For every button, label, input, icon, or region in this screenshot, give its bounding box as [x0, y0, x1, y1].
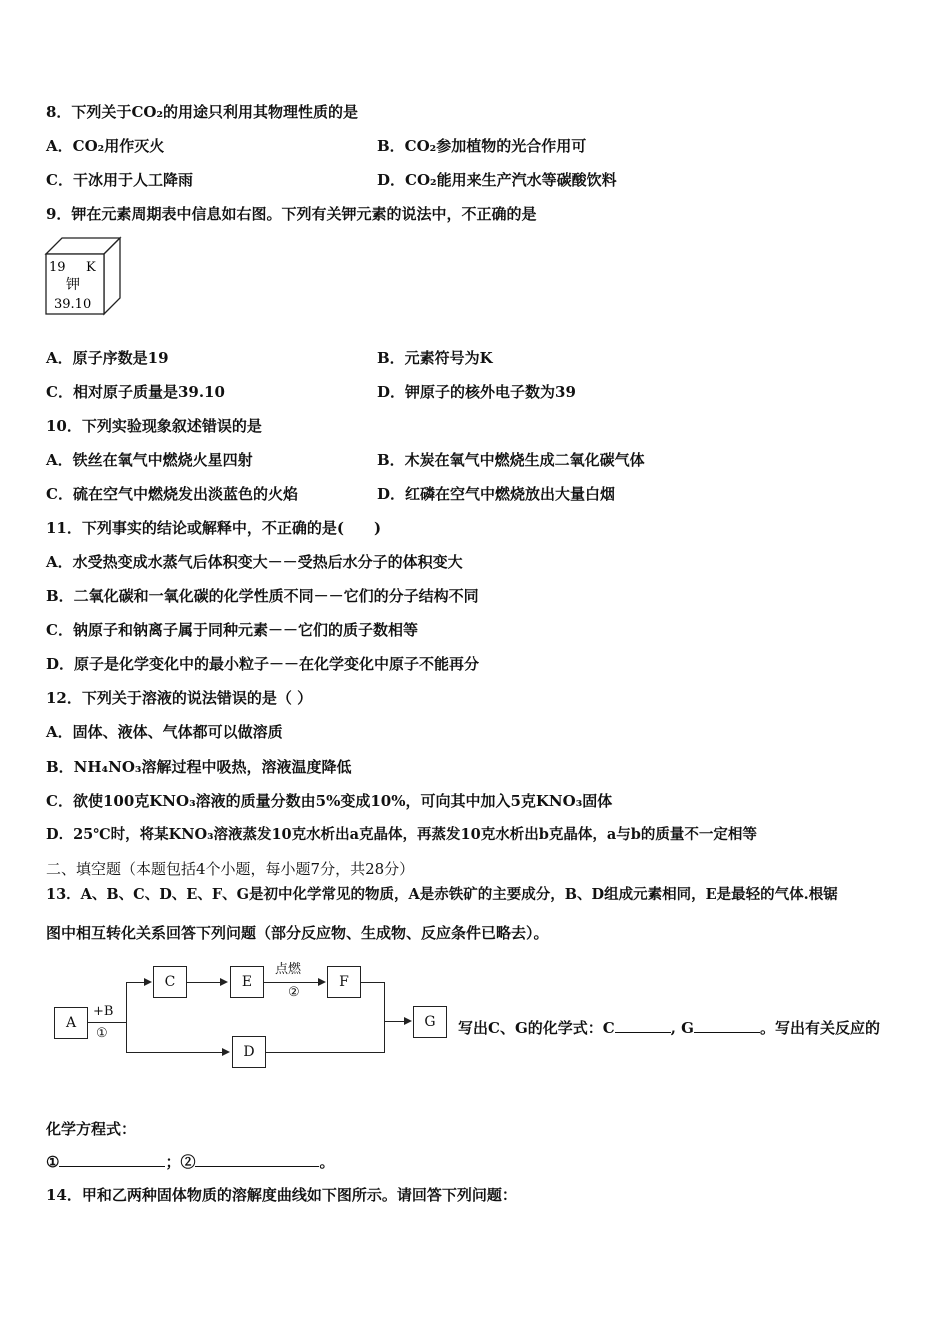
connector: [126, 1052, 222, 1053]
q11-option-c[interactable]: C．钠原子和钠离子属于同种元素－－它们的质子数相等: [46, 621, 418, 639]
periodic-table-cell: [44, 236, 124, 316]
formula-separator: ；②: [165, 1153, 196, 1171]
q12-option-a[interactable]: A．固体、液体、气体都可以做溶质: [46, 723, 283, 741]
q12-option-c[interactable]: C．欲使100克KNO₃溶液的质量分数由5%变成10%，可向其中加入5克KNO₃固体: [46, 792, 613, 810]
connector: [384, 982, 385, 1053]
connector: [88, 1022, 127, 1023]
answer-blank-formula-2[interactable]: [195, 1152, 319, 1167]
q9-option-c[interactable]: C．相对原子质量是39.10: [46, 383, 225, 401]
node-g: G: [413, 1006, 447, 1038]
node-e: E: [230, 966, 264, 998]
q11-option-d[interactable]: D．原子是化学变化中的最小粒子－－在化学变化中原子不能再分: [46, 655, 480, 673]
q13-ask-suffix: 。写出有关反应的: [759, 1019, 880, 1037]
reagent-b-label: +B: [93, 1004, 114, 1019]
q9-option-a[interactable]: A．原子序数是19: [46, 349, 169, 367]
q13-formula-label: 化学方程式：: [46, 1120, 137, 1138]
q13-formula-blanks: [46, 1152, 334, 1172]
answer-blank-c[interactable]: [615, 1018, 671, 1033]
q11-option-a[interactable]: A．水受热变成水蒸气后体积变大－－受热后水分子的体积变大: [46, 553, 463, 571]
q11-stem: 11．下列事实的结论或解释中，不正确的是( ): [46, 519, 382, 537]
q8-option-c[interactable]: C．干冰用于人工降雨: [46, 171, 193, 189]
connector: [264, 982, 318, 983]
connector: [266, 1052, 385, 1053]
element-name: 钾: [66, 277, 80, 293]
q13-ask-prefix: 写出C、G的化学式：C: [458, 1019, 615, 1037]
formula-1-marker: ①: [46, 1153, 60, 1171]
answer-blank-g[interactable]: [694, 1018, 760, 1033]
atomic-number: 19: [49, 260, 66, 275]
q10-option-a[interactable]: A．铁丝在氧气中燃烧火星四射: [46, 451, 253, 469]
arrow-icon: [404, 1017, 412, 1025]
node-a: A: [54, 1007, 88, 1039]
connector: [187, 982, 220, 983]
q12-option-b[interactable]: B．NH₄NO₃溶解过程中吸热，溶液温度降低: [46, 758, 352, 776]
q10-option-c[interactable]: C．硫在空气中燃烧发出淡蓝色的火焰: [46, 485, 298, 503]
arrow-icon: [222, 1048, 230, 1056]
q9-option-d[interactable]: D．钾原子的核外电子数为39: [377, 383, 576, 401]
q8-stem: 8．下列关于CO₂的用途只利用其物理性质的是: [46, 103, 359, 121]
q9-stem: 9．钾在元素周期表中信息如右图。下列有关钾元素的说法中，不正确的是: [46, 205, 537, 223]
answer-blank-formula-1[interactable]: [59, 1152, 165, 1167]
arrow-icon: [144, 978, 152, 986]
step-1-label: ①: [96, 1026, 108, 1041]
q13-stem-line2: 图中相互转化关系回答下列问题（部分反应物、生成物、反应条件已略去）。: [46, 924, 549, 942]
step-2-label: ②: [288, 985, 300, 1000]
formula-end: 。: [319, 1153, 335, 1171]
q14-stem: 14．甲和乙两种固体物质的溶解度曲线如下图所示。请回答下列问题：: [46, 1186, 517, 1204]
connector: [384, 1021, 404, 1022]
section-heading: 二、填空题（本题包括4个小题，每小题7分，共28分）: [46, 860, 415, 878]
q10-option-b[interactable]: B．木炭在氧气中燃烧生成二氧化碳气体: [377, 451, 645, 469]
element-symbol: K: [86, 260, 96, 275]
q11-option-b[interactable]: B．二氧化碳和一氧化碳的化学性质不同－－它们的分子结构不同: [46, 587, 479, 605]
ignite-label: 点燃: [275, 962, 302, 977]
connector: [126, 982, 127, 1052]
q13-ask-mid: , G: [670, 1019, 694, 1037]
q9-option-b[interactable]: B．元素符号为K: [377, 349, 493, 367]
connector: [361, 982, 385, 983]
q13-stem-line1: 13．A、B、C、D、E、F、G是初中化学常见的物质，A是赤铁矿的主要成分，B、D组成元素相同，E是最轻的气体.根锯: [46, 886, 838, 903]
q10-option-d[interactable]: D．红磷在空气中燃烧放出大量白烟: [377, 485, 616, 503]
q8-option-b[interactable]: B．CO₂参加植物的光合作用可: [377, 137, 587, 155]
q8-option-a[interactable]: A．CO₂用作灭火: [46, 137, 165, 155]
arrow-icon: [220, 978, 228, 986]
node-f: F: [327, 966, 361, 998]
q13-question: [458, 1018, 880, 1038]
node-d: D: [232, 1036, 266, 1068]
q12-option-d[interactable]: D．25℃时，将某KNO₃溶液蒸发10克水析出a克晶体，再蒸发10克水析出b克晶体，a与b的质量不一定相等: [46, 826, 757, 843]
q8-option-d[interactable]: D．CO₂能用来生产汽水等碳酸饮料: [377, 171, 617, 189]
arrow-icon: [318, 978, 326, 986]
q12-stem: 12．下列关于溶液的说法错误的是（ ）: [46, 689, 313, 707]
connector: [126, 982, 144, 983]
atomic-mass: 39.10: [54, 297, 92, 312]
node-c: C: [153, 966, 187, 998]
q10-stem: 10．下列实验现象叙述错误的是: [46, 417, 262, 435]
